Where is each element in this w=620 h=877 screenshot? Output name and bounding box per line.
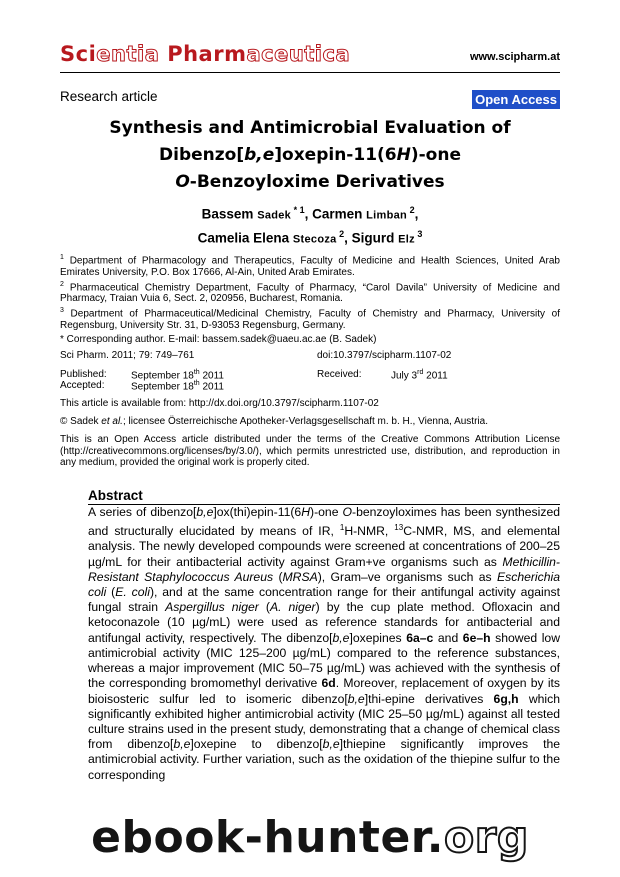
open-access-badge: Open Access xyxy=(472,90,560,109)
journal-name xyxy=(60,42,350,66)
accepted-date: September 18th 2011 xyxy=(131,380,224,393)
affiliations xyxy=(60,252,560,332)
journal-name-part: aceutica xyxy=(246,42,351,66)
watermark: ebook-hunter.org xyxy=(91,812,529,863)
doi: doi:10.3797/scipharm.1107-02 xyxy=(317,350,452,361)
header-divider xyxy=(60,72,560,73)
accepted-label: Accepted: xyxy=(60,380,105,391)
journal-website[interactable]: www.scipharm.at xyxy=(469,51,560,63)
title-line: O-Benzoyloxime Derivatives xyxy=(175,172,445,192)
received-date: July 3rd 2011 xyxy=(391,369,448,382)
article-type: Research article xyxy=(60,89,158,104)
corresponding-author: * Corresponding author. E-mail: bassem.sadek@uaeu.ac.ae (B. Sadek) xyxy=(60,334,377,345)
author-list xyxy=(60,201,560,248)
published-label: Published: xyxy=(60,369,107,380)
author-line: Bassem Sadek $^{* 1}$, Carmen Limban $^2$, xyxy=(201,205,419,222)
citation: Sci Pharm. 2011; 79: 749–761 xyxy=(60,350,195,361)
author-line: Camelia Elena Stecoza $^2$, Sigurd Elz $^3$ xyxy=(197,228,423,245)
received-label: Received: xyxy=(317,369,362,380)
license-text: This is an Open Access article distributed under the terms of the Creative Commons Attribution License (http://creativecommons.org/licenses/by/3.0/), which permits unrestricted use, distribution, and reproduction in any medium, provided the original work is properly cited. xyxy=(60,434,560,469)
journal-name-part: Pharm xyxy=(159,42,247,66)
article-title xyxy=(60,115,560,196)
title-line: Dibenzo[b,e]oxepin-11(6H)-one xyxy=(159,145,461,165)
affiliation-item: $^3$ Department of Pharmaceutical/Medicinal Chemistry, Faculty of Chemistry and Pharmacy, University of Regensburg, University Str. 31, D-93053 Regensburg, Germany. xyxy=(60,307,560,331)
availability-link[interactable]: This article is available from: http://dx.doi.org/10.3797/scipharm.1107-02 xyxy=(60,398,379,409)
affiliation-item: $^2$ Pharmaceutical Chemistry Department, Faculty of Pharmacy, “Carol Davila” University of Medicine and Pharmacy, Traian Vuia 6, Sect. 2, 020956, Bucharest, Romania. xyxy=(60,280,560,305)
journal-name-part: entia xyxy=(96,42,160,66)
copyright: © Sadek et al.; licensee Österreichische Apotheker-Verlagsgesellschaft m. b. H., Vienna, Austria. xyxy=(60,416,488,427)
affiliation-item: $^1$ Department of Pharmacology and Therapeutics, Faculty of Medicine and Health Sciences, United Arab Emirates University, P.O. Box 17666, Al-Ain, United Arab Emirates. xyxy=(60,254,560,278)
title-line: Synthesis and Antimicrobial Evaluation of xyxy=(109,118,511,138)
journal-name-part: Sci xyxy=(60,42,97,66)
published-date: September 18th 2011 xyxy=(131,369,224,382)
abstract-body: A series of dibenzo[b,e]ox(thi)epin-11(6H)-one O-benzoyloximes has been synthesized and structurally elucidated by means of IR, $^1$H-NMR, $^{13}$C-NMR, MS, and elemental analysis. The newly developed compounds were screened at concentrations of 200–25 µg/mL for their antibacterial activity against Gram+ve organisms such as Methicillin-Resistant Staphylococcus Aureus (MRSA), Gram–ve organisms such as Escherichia coli (E. coli), and at the same concentration range for their antifungal activity against fungal strain Aspergillus niger (A. niger) by the cup plate method. Ofloxacin and ketoconazole (10 µg/mL) were used as reference standards for antibacterial and antifungal activity, respectively. The dibenzo[b,e]oxepines 6a–c and 6e–h showed low antimicrobial activity (MIC 125–200 µg/mL) compared to the reference substances, whereas a major improvement (MIC 50–75 µg/mL) was achieved with the synthesis of the corresponding bromomethyl derivative 6d. Moreover, replacement of oxygen by its bioisosteric sulfur led to isomeric dibenzo[b,e]thi-epine derivatives 6g,h which significantly exhibited higher antimicrobial activity (MIC 25–50 µg/mL) against all tested culture strains used in the present study, demonstrating that a change of chemical class from dibenzo[b,e]oxepine to dibenzo[b,e]thiepine significantly improves the antimicrobial activity. Further variation, such as the oxidation of the thiepine sulfur to the corresponding xyxy=(88,505,561,782)
abstract-heading: Abstract xyxy=(88,488,143,503)
